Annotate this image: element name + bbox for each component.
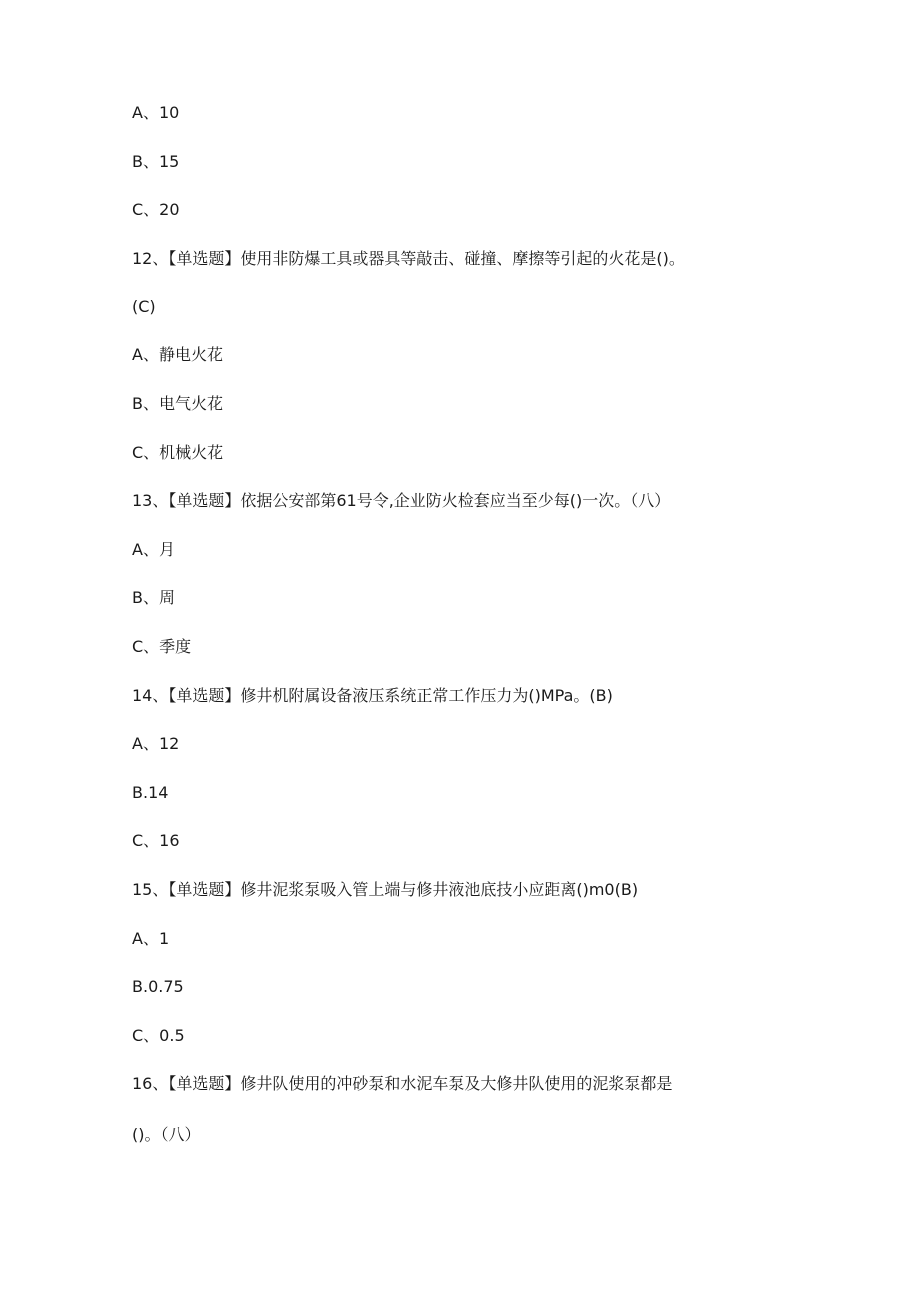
option-c-q13: C、季度	[132, 637, 192, 656]
question-13: 13、【单选题】依据公安部第61号令,企业防火检套应当至少每()一次。（八）	[132, 491, 671, 510]
option-b-q14: B.14	[132, 783, 169, 802]
option-c-q14: C、16	[132, 831, 180, 850]
option-b-q11: B、15	[132, 152, 180, 171]
option-b-q13: B、周	[132, 588, 175, 607]
option-c-q15: C、0.5	[132, 1026, 185, 1045]
option-a-q12: A、静电火花	[132, 345, 223, 364]
question-16-continued: ()。（八）	[132, 1125, 201, 1144]
question-14: 14、【单选题】修井机附属设备液压系统正常工作压力为()MPa。(B)	[132, 686, 613, 705]
option-c-q12: C、机械火花	[132, 443, 224, 462]
option-a-q13: A、月	[132, 540, 175, 559]
option-b-q12: B、电气火花	[132, 394, 223, 413]
question-16: 16、【单选题】修井队使用的冲砂泵和水泥车泵及大修井队使用的泥浆泵都是	[132, 1074, 673, 1093]
option-a-q15: A、1	[132, 929, 170, 948]
option-c-q11: C、20	[132, 200, 180, 219]
option-a-q14: A、12	[132, 734, 180, 753]
question-15: 15、【单选题】修井泥浆泵吸入管上端与修井液池底技小应距离()m0(B)	[132, 880, 639, 899]
question-12: 12、【单选题】使用非防爆工具或器具等敲击、碰撞、摩擦等引起的火花是()。	[132, 249, 685, 268]
answer-12: (C)	[132, 297, 156, 316]
option-a-q11: A、10	[132, 103, 180, 122]
option-b-q15: B.0.75	[132, 977, 184, 996]
